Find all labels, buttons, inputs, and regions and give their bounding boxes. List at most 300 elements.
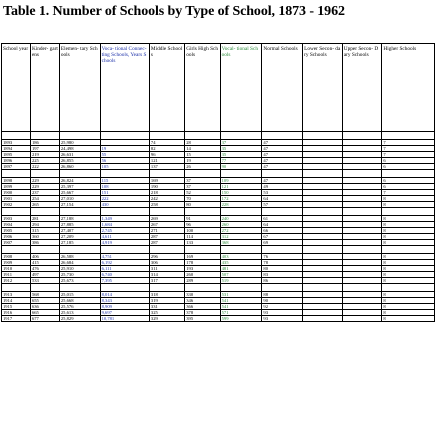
- spacer-cell: [185, 284, 220, 292]
- table-cell: 258: [149, 202, 184, 208]
- table-cell: 8: [382, 234, 435, 240]
- table-cell: 229: [30, 184, 59, 190]
- table-cell: 6: [382, 184, 435, 190]
- spacer-cell: [220, 208, 262, 216]
- table-cell: 219: [30, 152, 59, 158]
- table-cell: 7: [382, 152, 435, 158]
- table-cell: 25,668: [59, 298, 100, 304]
- table-cell: 281: [30, 216, 59, 222]
- table-cell: 346: [185, 298, 220, 304]
- col-header-kindergartens: Kinder- gartens: [30, 44, 59, 132]
- table-cell: 677: [30, 316, 59, 322]
- table-cell: 90: [220, 164, 262, 170]
- spacer-cell: [100, 208, 149, 216]
- table-cell: 533: [30, 278, 59, 284]
- col-header-girls-high-schools: Girls High Schools: [185, 44, 220, 132]
- table-row: [2, 316, 435, 322]
- table-cell: 8: [382, 310, 435, 316]
- table-cell: 7: [382, 190, 435, 196]
- table-cell: 1897: [2, 164, 31, 170]
- table-cell: 178: [185, 260, 220, 266]
- table-cell: 541: [220, 298, 262, 304]
- spacer-cell: [185, 170, 220, 178]
- table-cell: 655: [30, 298, 59, 304]
- table-cell: 1911: [2, 272, 31, 278]
- table-cell: 8,343: [100, 298, 149, 304]
- col-header-middle-schools: Middle Schools: [149, 44, 184, 132]
- table-cell: 69: [262, 240, 303, 246]
- table-cell: 366: [185, 304, 220, 310]
- spacer-cell: [262, 170, 303, 178]
- table-cell: 56: [100, 158, 149, 164]
- table-cell: 312: [220, 234, 262, 240]
- table-cell: 10,781: [100, 316, 149, 322]
- table-cell: 25,667: [59, 190, 100, 196]
- table-cell: 222: [30, 164, 59, 170]
- spacer-cell: [262, 208, 303, 216]
- col-header-elementary-schools: Elemen- tary Schools: [59, 44, 100, 132]
- spacer-cell: [2, 246, 31, 254]
- table-cell: 4,751: [100, 254, 149, 260]
- table-cell: 4,919: [100, 240, 149, 246]
- table-cell: 272: [220, 228, 262, 234]
- spacer-cell: [30, 170, 59, 178]
- table-cell: 86: [262, 278, 303, 284]
- table-cell: 8: [382, 260, 435, 266]
- table-cell: 8: [382, 304, 435, 310]
- spacer-cell: [2, 170, 31, 178]
- table-cell: 83: [262, 272, 303, 278]
- table-cell: 76: [262, 254, 303, 260]
- spacer-cell: [100, 170, 149, 178]
- spacer-cell: [100, 132, 149, 140]
- table-cell: 1896: [2, 158, 31, 164]
- spacer-cell: [149, 284, 184, 292]
- table-cell: 93: [262, 316, 303, 322]
- table-cell: 7: [382, 146, 435, 152]
- table-cell: 37: [185, 184, 220, 190]
- table-cell: 114: [185, 234, 220, 240]
- table-cell: 368: [220, 240, 262, 246]
- col-header-vocational-connecting-schools: Voca- tional Connec- ting Schools, Years Schools: [100, 44, 149, 132]
- table-cell: 1899: [2, 184, 31, 190]
- table-cell: 4,611: [100, 234, 149, 240]
- table-cell: 61: [262, 216, 303, 222]
- table-cell: 137: [149, 164, 184, 170]
- table-cell: 1,349: [100, 216, 149, 222]
- table-cell: 222: [100, 196, 149, 202]
- table-cell: 294: [30, 222, 59, 228]
- table-cell: 1,684: [100, 222, 149, 228]
- table-cell: 70: [185, 196, 220, 202]
- table-cell: 24,498: [59, 146, 100, 152]
- table-cell: 26,631: [59, 152, 100, 158]
- spacer-cell: [303, 132, 343, 140]
- table-cell: [342, 316, 382, 322]
- table-cell: 406: [30, 254, 59, 260]
- group-spacer-row: [2, 170, 435, 178]
- table-cell: 25,910: [59, 266, 100, 272]
- spacer-cell: [2, 284, 31, 292]
- table-cell: 325: [149, 310, 184, 316]
- table-cell: 287: [149, 234, 184, 240]
- table-cell: 64: [262, 222, 303, 228]
- spacer-cell: [262, 246, 303, 254]
- table-cell: 14: [185, 146, 220, 152]
- table-cell: 19: [185, 158, 220, 164]
- table-cell: 25,730: [59, 272, 100, 278]
- group-spacer-row: [2, 132, 435, 140]
- spacer-cell: [220, 170, 262, 178]
- table-cell: 1905: [2, 228, 31, 234]
- table-cell: 109: [220, 178, 262, 184]
- table-cell: 47: [262, 158, 303, 164]
- table-cell: 100: [185, 228, 220, 234]
- table-cell: 57: [262, 202, 303, 208]
- table-cell: 1915: [2, 304, 31, 310]
- spacer-cell: [59, 132, 100, 140]
- table-cell: 19: [100, 146, 149, 152]
- table-cell: 82: [149, 146, 184, 152]
- table-cell: 317: [149, 278, 184, 284]
- table-cell: 8: [382, 202, 435, 208]
- table-cell: 271: [149, 228, 184, 234]
- table-cell: 237: [30, 190, 59, 196]
- table-cell: 6: [382, 164, 435, 170]
- table-cell: 395: [185, 316, 220, 322]
- table-cell: 1914: [2, 298, 31, 304]
- table-cell: 267: [149, 222, 184, 228]
- table-cell: 8: [382, 272, 435, 278]
- table-cell: 66: [262, 228, 303, 234]
- table-cell: 318: [149, 292, 184, 298]
- spacer-cell: [30, 246, 59, 254]
- table-cell: 26,684: [59, 260, 100, 266]
- table-cell: 378: [185, 310, 220, 316]
- table-cell: 172: [220, 196, 262, 202]
- table-cell: 47: [262, 152, 303, 158]
- table-cell: 8: [382, 254, 435, 260]
- table-cell: 47: [262, 146, 303, 152]
- table-cell: 6: [382, 178, 435, 184]
- table-cell: 133: [185, 240, 220, 246]
- spacer-cell: [382, 208, 435, 216]
- table-cell: 8,014: [100, 292, 149, 298]
- schools-table-container: [1, 43, 435, 438]
- table-cell: 151: [100, 190, 149, 196]
- table-cell: 8: [382, 228, 435, 234]
- col-header-vocational-schools: Vocal- tional Schools: [220, 44, 262, 132]
- table-cell: 15: [185, 152, 220, 158]
- table-cell: 1894: [2, 146, 31, 152]
- table-cell: 80: [185, 202, 220, 208]
- table-cell: 78: [262, 260, 303, 266]
- table-cell: 1909: [2, 260, 31, 266]
- table-cell: 1898: [2, 178, 31, 184]
- table-cell: 105: [100, 164, 149, 170]
- table-cell: 8: [382, 278, 435, 284]
- table-cell: 47: [262, 178, 303, 184]
- table-cell: 88: [262, 292, 303, 298]
- table-cell: 435: [220, 260, 262, 266]
- spacer-cell: [149, 246, 184, 254]
- table-cell: 541: [220, 304, 262, 310]
- table-cell: 599: [220, 316, 262, 322]
- table-cell: 1904: [2, 222, 31, 228]
- table-cell: 52: [185, 190, 220, 196]
- table-cell: 47: [262, 164, 303, 170]
- spacer-cell: [342, 208, 382, 216]
- table-cell: 27,885: [59, 222, 100, 228]
- table-cell: 568: [30, 292, 59, 298]
- table-cell: 1917: [2, 316, 31, 322]
- spacer-cell: [100, 246, 149, 254]
- spacer-cell: [303, 170, 343, 178]
- table-cell: 1916: [2, 310, 31, 316]
- table-cell: 108: [100, 184, 149, 190]
- table-cell: 1906: [2, 234, 31, 240]
- table-cell: 415: [30, 260, 59, 266]
- table-cell: 571: [220, 310, 262, 316]
- col-header-upper-secondary-schools: Upper Secon- Dary Schools: [342, 44, 382, 132]
- table-cell: 331: [149, 304, 184, 310]
- table-cell: 319: [149, 298, 184, 304]
- spacer-cell: [382, 170, 435, 178]
- table-cell: 1913: [2, 292, 31, 298]
- table-cell: 26,588: [59, 254, 100, 260]
- table-cell: 121: [220, 184, 262, 190]
- table-cell: 150: [220, 190, 262, 196]
- table-cell: 8,909: [100, 304, 149, 310]
- table-cell: 8: [382, 240, 435, 246]
- table-cell: 497: [30, 272, 59, 278]
- table-cell: 8: [382, 222, 435, 228]
- table-cell: 27,010: [59, 196, 100, 202]
- table-cell: 35: [220, 152, 262, 158]
- spacer-cell: [262, 284, 303, 292]
- group-spacer-row: [2, 284, 435, 292]
- table-cell: 93: [262, 310, 303, 316]
- table-cell: 91: [185, 216, 220, 222]
- table-cell: 27,188: [59, 216, 100, 222]
- table-cell: 35: [220, 146, 262, 152]
- spacer-cell: [342, 246, 382, 254]
- table-cell: 1910: [2, 266, 31, 272]
- table-cell: 37: [185, 178, 220, 184]
- table-cell: 430: [100, 202, 149, 208]
- table-cell: 225: [30, 158, 59, 164]
- table-cell: 25,576: [59, 304, 100, 310]
- table-cell: 47: [262, 140, 303, 146]
- table-cell: 26,855: [59, 158, 100, 164]
- table-cell: 25,673: [59, 278, 100, 284]
- table-cell: 254: [30, 196, 59, 202]
- table-cell: 289: [185, 278, 220, 284]
- col-header-lower-secondary-schools: Lower Secon- dary Schools: [303, 44, 343, 132]
- table-cell: 80: [262, 266, 303, 272]
- table-cell: 6: [382, 158, 435, 164]
- table-cell: 265: [30, 202, 59, 208]
- table-cell: 8: [382, 292, 435, 298]
- spacer-cell: [303, 208, 343, 216]
- spacer-cell: [220, 246, 262, 254]
- spacer-cell: [59, 246, 100, 254]
- table-cell: 507: [220, 272, 262, 278]
- table-cell: 96: [185, 222, 220, 228]
- table-cell: 8: [382, 216, 435, 222]
- spacer-cell: [303, 284, 343, 292]
- table-cell: 169: [149, 178, 184, 184]
- table-cell: 519: [220, 278, 262, 284]
- spacer-cell: [382, 284, 435, 292]
- table-cell: 386: [30, 240, 59, 246]
- table-cell: 360: [30, 234, 59, 240]
- table-cell: 115: [100, 178, 149, 184]
- table-cell: 403: [220, 254, 262, 260]
- table-cell: 26: [185, 164, 220, 170]
- table-body: [2, 132, 435, 322]
- table-cell: 1908: [2, 254, 31, 260]
- table-cell: 27,407: [59, 228, 100, 234]
- spacer-cell: [149, 208, 184, 216]
- spacer-cell: [342, 132, 382, 140]
- table-cell: 260: [185, 272, 220, 278]
- spacer-cell: [303, 246, 343, 254]
- table-cell: 240: [220, 216, 262, 222]
- table-cell: 2,745: [100, 228, 149, 234]
- table-cell: 1895: [2, 152, 31, 158]
- spacer-cell: [30, 132, 59, 140]
- table-cell: 476: [30, 266, 59, 272]
- table-cell: 242: [149, 196, 184, 202]
- table-cell: 8: [382, 298, 435, 304]
- table-cell: 665: [30, 310, 59, 316]
- spacer-cell: [2, 208, 31, 216]
- table-cell: 306: [149, 260, 184, 266]
- table-cell: 329: [149, 316, 184, 322]
- group-spacer-row: [2, 246, 435, 254]
- table-cell: 25,397: [59, 184, 100, 190]
- table-cell: 49: [262, 184, 303, 190]
- table-cell: 28: [185, 140, 220, 146]
- table-cell: 193: [185, 266, 220, 272]
- spacer-cell: [30, 208, 59, 216]
- spacer-cell: [220, 132, 262, 140]
- spacer-cell: [2, 132, 31, 140]
- spacer-cell: [185, 246, 220, 254]
- spacer-cell: [59, 284, 100, 292]
- spacer-cell: [59, 208, 100, 216]
- table-cell: 6,111: [100, 266, 149, 272]
- table-cell: 260: [220, 222, 262, 228]
- spacer-cell: [185, 132, 220, 140]
- table-cell: 1900: [2, 190, 31, 196]
- table-cell: 8: [382, 316, 435, 322]
- spacer-cell: [30, 284, 59, 292]
- table-cell: 1893: [2, 140, 31, 146]
- table-cell: 6,740: [100, 272, 149, 278]
- table-cell: 229: [30, 178, 59, 184]
- table-cell: 25,015: [59, 292, 100, 298]
- table-cell: 7: [382, 140, 435, 146]
- table-cell: 169: [185, 254, 220, 260]
- table-cell: 296: [149, 254, 184, 260]
- table-cell: 218: [149, 190, 184, 196]
- table-cell: 74: [149, 140, 184, 146]
- spacer-cell: [220, 284, 262, 292]
- table-cell: 92: [262, 304, 303, 310]
- table-cell: 96: [149, 152, 184, 158]
- col-header-higher-schools: Higher Schools: [382, 44, 435, 132]
- table-cell: 197: [30, 146, 59, 152]
- table-cell: 1903: [2, 216, 31, 222]
- table-cell: 25,613: [59, 310, 100, 316]
- table-cell: 26,824: [59, 178, 100, 184]
- spacer-cell: [149, 132, 184, 140]
- table-title: Table 1. Number of Schools by Type of School, 1873 - 1962: [3, 4, 345, 19]
- table-cell: 55: [100, 152, 149, 158]
- table-cell: 228: [220, 202, 262, 208]
- table-cell: 64: [262, 196, 303, 202]
- table-cell: 53: [262, 190, 303, 196]
- table-cell: 6,192: [100, 260, 149, 266]
- table-cell: 481: [220, 266, 262, 272]
- spacer-cell: [342, 170, 382, 178]
- table-cell: 27,154: [59, 202, 100, 208]
- table-cell: 1907: [2, 240, 31, 246]
- spacer-cell: [59, 170, 100, 178]
- table-cell: 25,980: [59, 140, 100, 146]
- spacer-cell: [100, 284, 149, 292]
- table-cell: 27,185: [59, 240, 100, 246]
- table-cell: 27,209: [59, 234, 100, 240]
- table-cell: 1901: [2, 196, 31, 202]
- table-cell: 1912: [2, 278, 31, 284]
- table-cell: 186: [30, 140, 59, 146]
- table-cell: 190: [149, 184, 184, 190]
- table-cell: 77: [220, 158, 262, 164]
- table-cell: 311: [149, 266, 184, 272]
- table-cell: 26,860: [59, 164, 100, 170]
- col-header-school-year: School year: [2, 44, 31, 132]
- table-cell: 67: [262, 234, 303, 240]
- table-cell: 315: [30, 228, 59, 234]
- spacer-cell: [149, 170, 184, 178]
- spacer-cell: [342, 284, 382, 292]
- spacer-cell: [382, 132, 435, 140]
- header-row: [2, 44, 435, 132]
- table-cell: 8: [382, 196, 435, 202]
- table-cell: 90: [262, 298, 303, 304]
- spacer-cell: [382, 246, 435, 254]
- table-cell: 287: [149, 240, 184, 246]
- spacer-cell: [185, 208, 220, 216]
- table-cell: 121: [149, 158, 184, 164]
- table-cell: 37: [220, 140, 262, 146]
- table-cell: 1902: [2, 202, 31, 208]
- table-cell: 269: [149, 216, 184, 222]
- table-cell: 531: [220, 292, 262, 298]
- spacer-cell: [262, 132, 303, 140]
- table-cell: 330: [185, 292, 220, 298]
- group-spacer-row: [2, 208, 435, 216]
- table-cell: 636: [30, 304, 59, 310]
- table-cell: 8: [382, 266, 435, 272]
- table-cell: [303, 316, 343, 322]
- table-cell: 7,395: [100, 278, 149, 284]
- schools-table: [1, 43, 435, 322]
- table-cell: 9,697: [100, 310, 149, 316]
